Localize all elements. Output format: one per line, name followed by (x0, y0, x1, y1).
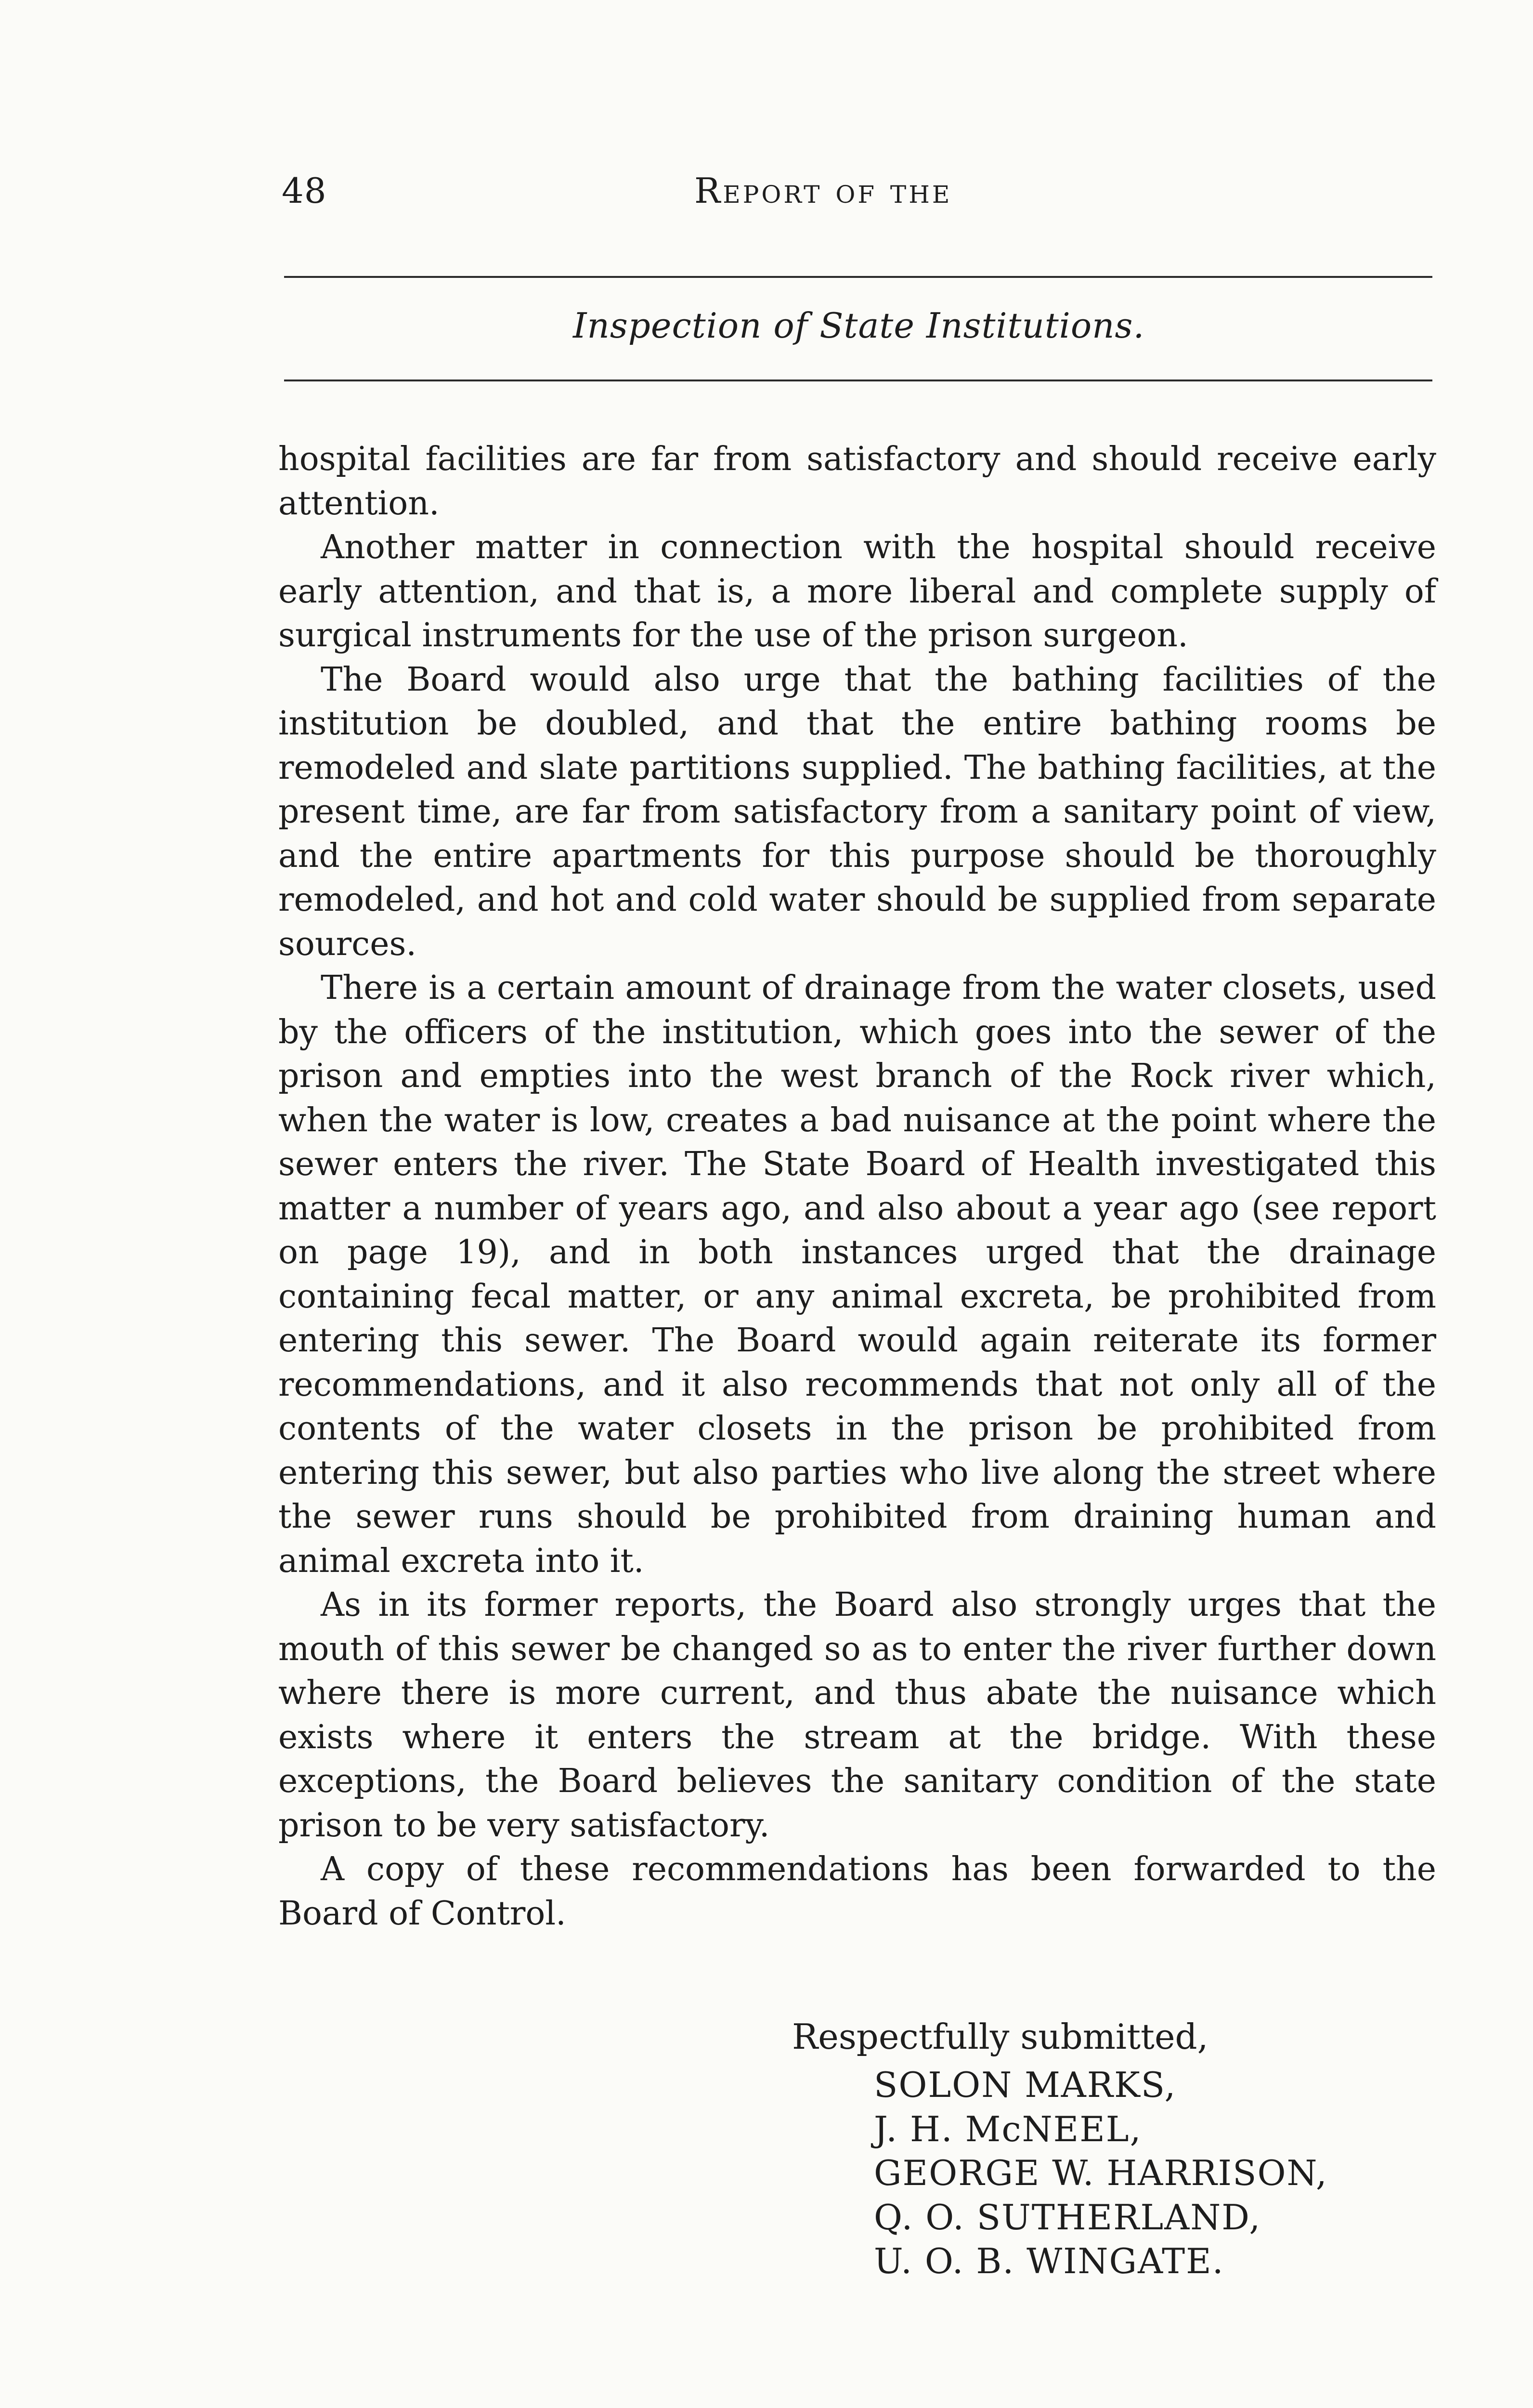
paragraph-sewer-drainage: There is a certain amount of drainage from the water closets, used by the officers of the institution, which goes into the sewer of the prison and empties into the west branch of the Rock river which, when the water is low, creates a bad nuisance at the point where the sewer enters the river. The State Board of Health investigated this matter a number of years ago, and also about a year ago (see report on page 19), and in both instances urged that the drainage containing fecal matter, or any animal excreta, be prohibited from entering this sewer. The Board would again reiterate its former recommendations, and it also recommends that not only all of the contents of the water closets in the prison be prohibited from entering this sewer, but also parties who live along the street where the sewer runs should be prohibited from draining human and animal excreta into it. (278, 969, 1436, 1580)
report-title: Report of the (694, 170, 952, 211)
closing-salutation: Respectfully submitted, (792, 2016, 1208, 2057)
signatory: GEORGE W. HARRISON, (874, 2153, 1328, 2193)
paragraph-bathing-facilities: The Board would also urge that the bathing facilities of the institution be doubled, and that the entire bathing rooms be remodeled and slate partitions supplied. The bathing facilities, at the present time, are far from satisfactory from a sanitary point of view, and the entire apartments for this purpose should be thoroughly remodeled, and hot and cold water should be supplied from separate sources. (278, 660, 1436, 963)
signatory-list (874, 2063, 1328, 2284)
header-top-rule (284, 276, 1432, 278)
section-heading: Inspection of State Institutions. (573, 305, 1145, 346)
signatory: SOLON MARKS, (874, 2065, 1177, 2105)
signatory: Q. O. SUTHERLAND, (874, 2197, 1261, 2238)
header-bottom-rule (284, 380, 1432, 381)
paragraph-surgical-instruments: Another matter in connection with the hospital should receive early attention, and that is, a more liberal and complete supply of surgical instruments for the use of the prison surgeon. (278, 528, 1436, 654)
page-number: 48 (282, 170, 327, 211)
paragraph-sewer-mouth: As in its former reports, the Board also strongly urges that the mouth of this sewer be changed so as to enter the river further down where there is more current, and thus abate the nuisance which exists where it enters the stream at the bridge. With these exceptions, the Board believes the sanitary condition of the state prison to be very satisfactory. (278, 1586, 1436, 1845)
body-text (278, 437, 1436, 1936)
running-head (282, 171, 1432, 224)
signatory: U. O. B. WINGATE. (874, 2241, 1224, 2281)
signatory: J. H. McNEEL, (874, 2108, 1142, 2149)
paragraph-hospital-facilities: hospital facilities are far from satisfactory and should receive early attention. (278, 440, 1436, 523)
paragraph-recommendations-forwarded: A copy of these recommendations has been forwarded to the Board of Control. (278, 1850, 1436, 1933)
